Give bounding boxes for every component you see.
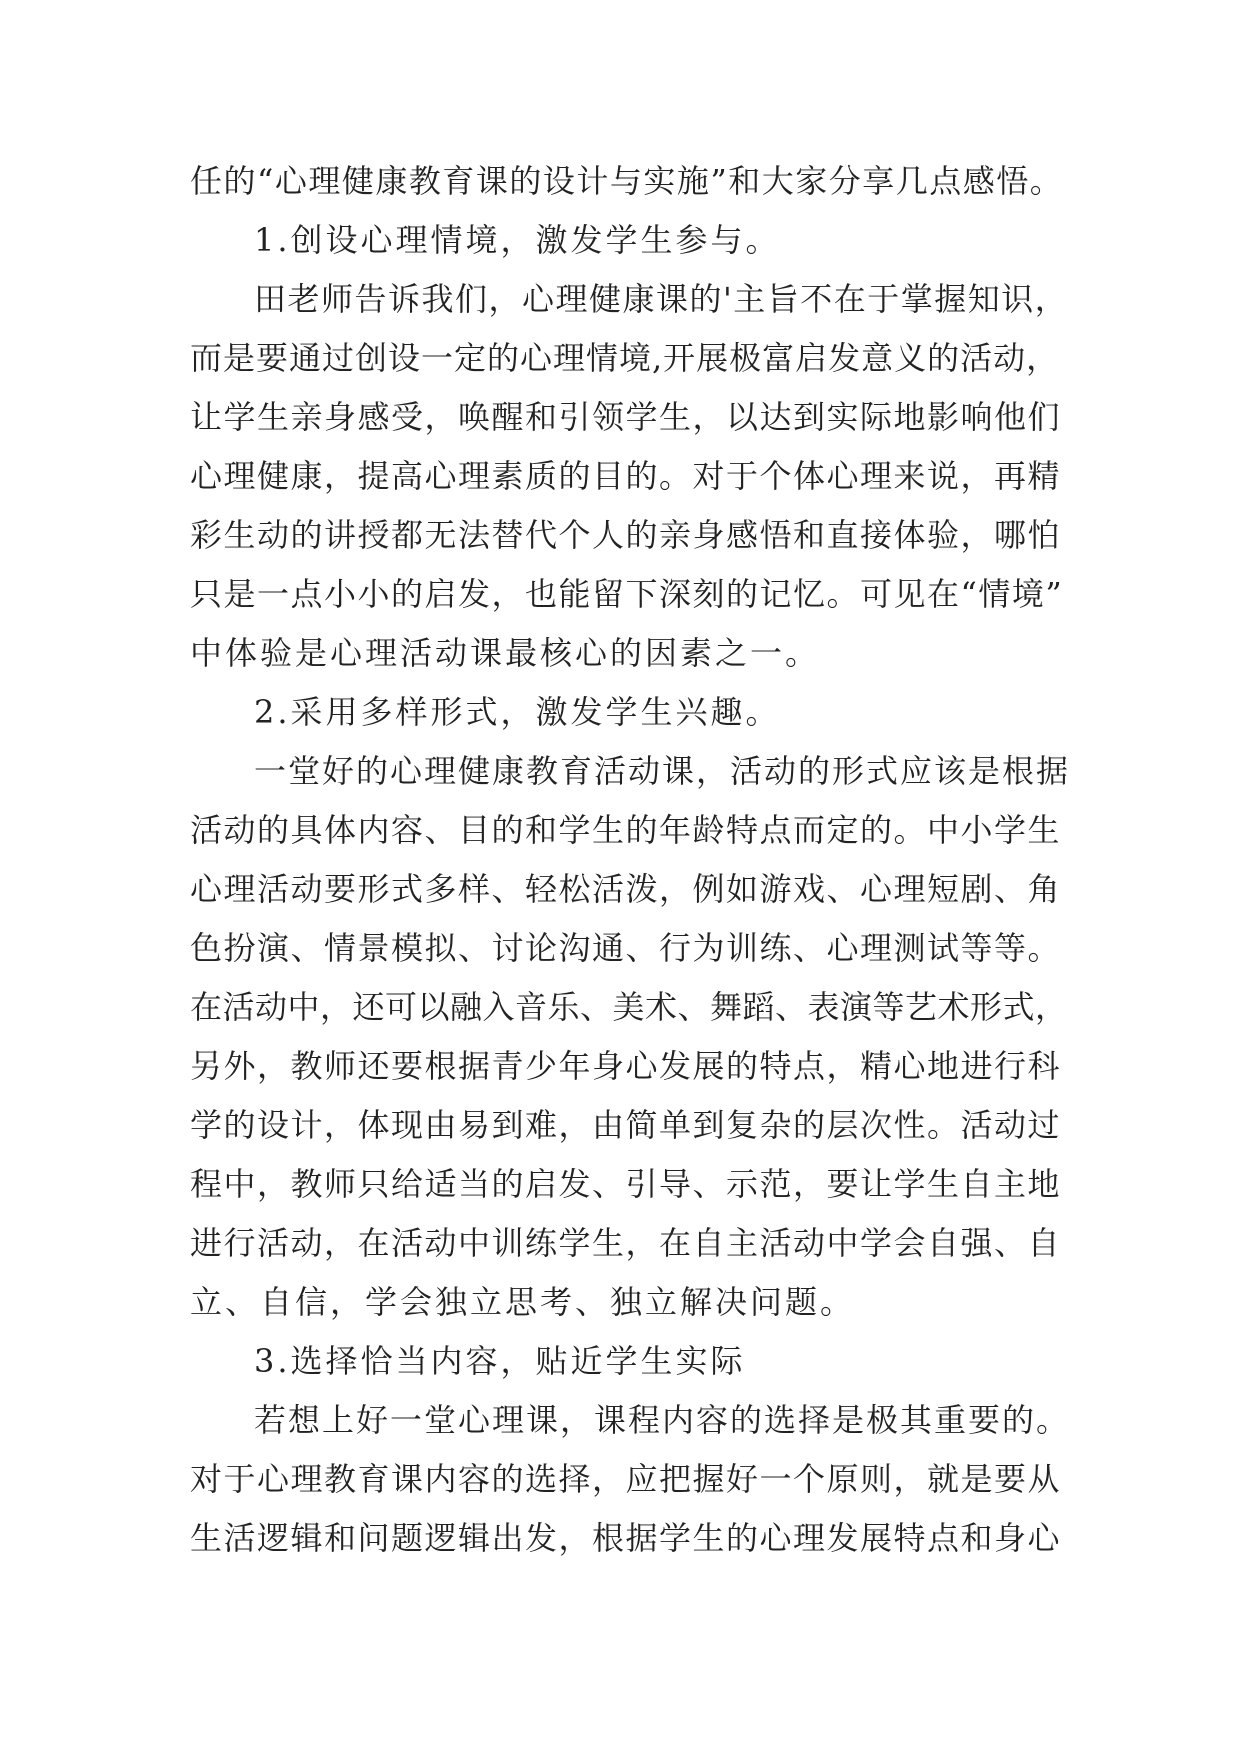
text-line: 另外，教师还要根据青少年身心发展的特点，精心地进行科 <box>190 1047 1062 1085</box>
text-line: 心理活动要形式多样、轻松活泼，例如游戏、心理短剧、角 <box>190 870 1062 908</box>
text-line: 心理健康，提高心理素质的目的。对于个体心理来说，再精 <box>190 457 1062 495</box>
text-line: 对于心理教育课内容的选择，应把握好一个原则，就是要从 <box>190 1460 1062 1498</box>
text-line: 一堂好的心理健康教育活动课，活动的形式应该是根据 <box>254 752 1071 790</box>
text-line: 田老师告诉我们，心理健康课的'主旨不在于掌握知识， <box>254 280 1069 318</box>
text-line: 程中，教师只给适当的启发、引导、示范，要让学生自主地 <box>190 1165 1062 1203</box>
text-line: 立、自信，学会独立思考、独立解决问题。 <box>190 1283 856 1321</box>
text-line: 3.选择恰当内容，贴近学生实际 <box>254 1342 746 1380</box>
text-line: 让学生亲身感受，唤醒和引领学生，以达到实际地影响他们 <box>190 398 1062 436</box>
text-line: 彩生动的讲授都无法替代个人的亲身感悟和直接体验，哪怕 <box>190 516 1062 554</box>
text-line: 活动的具体内容、目的和学生的年龄特点而定的。中小学生 <box>190 811 1062 849</box>
text-line: 进行活动，在活动中训练学生，在自主活动中学会自强、自 <box>190 1224 1062 1262</box>
text-line: 1.创设心理情境，激发学生参与。 <box>254 221 781 259</box>
text-line: 任的“心理健康教育课的设计与实施”和大家分享几点感悟。 <box>190 162 1064 200</box>
text-line: 在活动中，还可以融入音乐、美术、舞蹈、表演等艺术形式， <box>190 988 1068 1026</box>
text-line: 而是要通过创设一定的心理情境,开展极富启发意义的活动， <box>190 339 1060 377</box>
text-line: 若想上好一堂心理课，课程内容的选择是极其重要的。 <box>254 1401 1071 1439</box>
text-line: 生活逻辑和问题逻辑出发，根据学生的心理发展特点和身心 <box>190 1519 1062 1557</box>
text-line: 2.采用多样形式，激发学生兴趣。 <box>254 693 781 731</box>
text-line: 只是一点小小的启发，也能留下深刻的记忆。可见在“情境” <box>190 575 1064 613</box>
text-line: 学的设计，体现由易到难，由简单到复杂的层次性。活动过 <box>190 1106 1062 1144</box>
body-text <box>190 152 1070 1568</box>
text-line: 中体验是心理活动课最核心的因素之一。 <box>190 634 821 672</box>
text-line: 色扮演、情景模拟、讨论沟通、行为训练、心理测试等等。 <box>190 929 1062 967</box>
